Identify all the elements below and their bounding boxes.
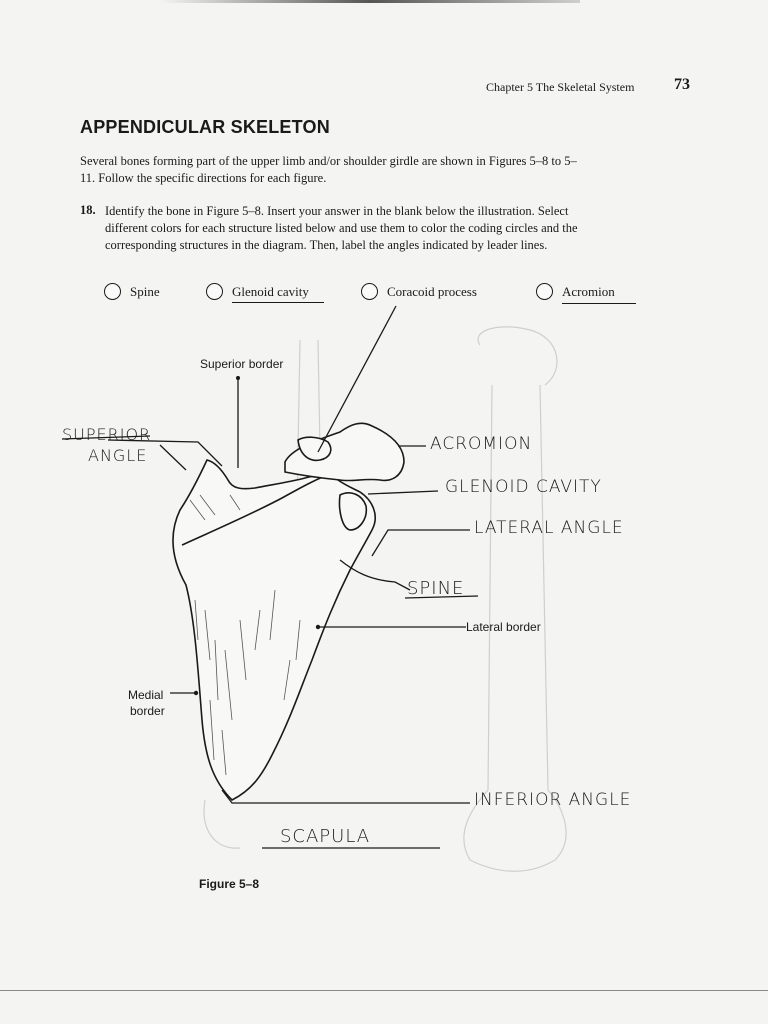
scapula-bone	[173, 423, 404, 800]
lateral-angle-leader	[372, 530, 470, 556]
answer-bone-name: SCAPULA	[280, 826, 371, 847]
inferior-angle-leader	[222, 790, 470, 803]
glenoid-leader	[368, 491, 438, 494]
question-number: 18.	[80, 203, 96, 217]
page-edge-line	[0, 990, 768, 991]
answer-inferior-angle: INFERIOR ANGLE	[474, 790, 632, 810]
label-medial-border-line1: Medial	[128, 688, 164, 702]
running-head: Chapter 5 The Skeletal System	[486, 80, 635, 94]
key-label: Spine	[130, 283, 160, 299]
key-label: Coracoid process	[387, 283, 477, 299]
answer-superior-angle-line2: ANGLE	[88, 446, 148, 465]
intro-paragraph: Several bones forming part of the upper limb and/or shoulder girdle are shown in Figures 5–8 to 5–11. Follow the specific directions for each figure.	[80, 154, 577, 185]
key-label: Glenoid cavity	[232, 283, 309, 299]
label-medial-border-line2: border	[130, 704, 165, 718]
answer-glenoid-cavity: GLENOID CAVITY	[445, 477, 602, 497]
page-number: 73	[674, 76, 690, 93]
question-text: Identify the bone in Figure 5–8. Insert your answer in the blank below the illustration. Select different colors for each structure listed below and use them to color the coding circles and the corresponding structures in the diagram. Then, label the angles indicated by leader lines.	[105, 204, 578, 252]
key-label: Acromion	[562, 283, 615, 299]
answer-superior-angle-line1: SUPERIOR	[62, 425, 152, 444]
answer-lateral-angle: LATERAL ANGLE	[474, 518, 624, 538]
label-lateral-border: Lateral border	[466, 620, 541, 634]
superior-angle-leader-2	[160, 445, 186, 470]
answer-acromion: ACROMION	[430, 434, 533, 454]
section-title: APPENDICULAR SKELETON	[80, 117, 330, 137]
figure-caption: Figure 5–8	[199, 877, 260, 891]
label-superior-border: Superior border	[200, 357, 284, 371]
answer-spine: SPINE	[407, 578, 465, 599]
